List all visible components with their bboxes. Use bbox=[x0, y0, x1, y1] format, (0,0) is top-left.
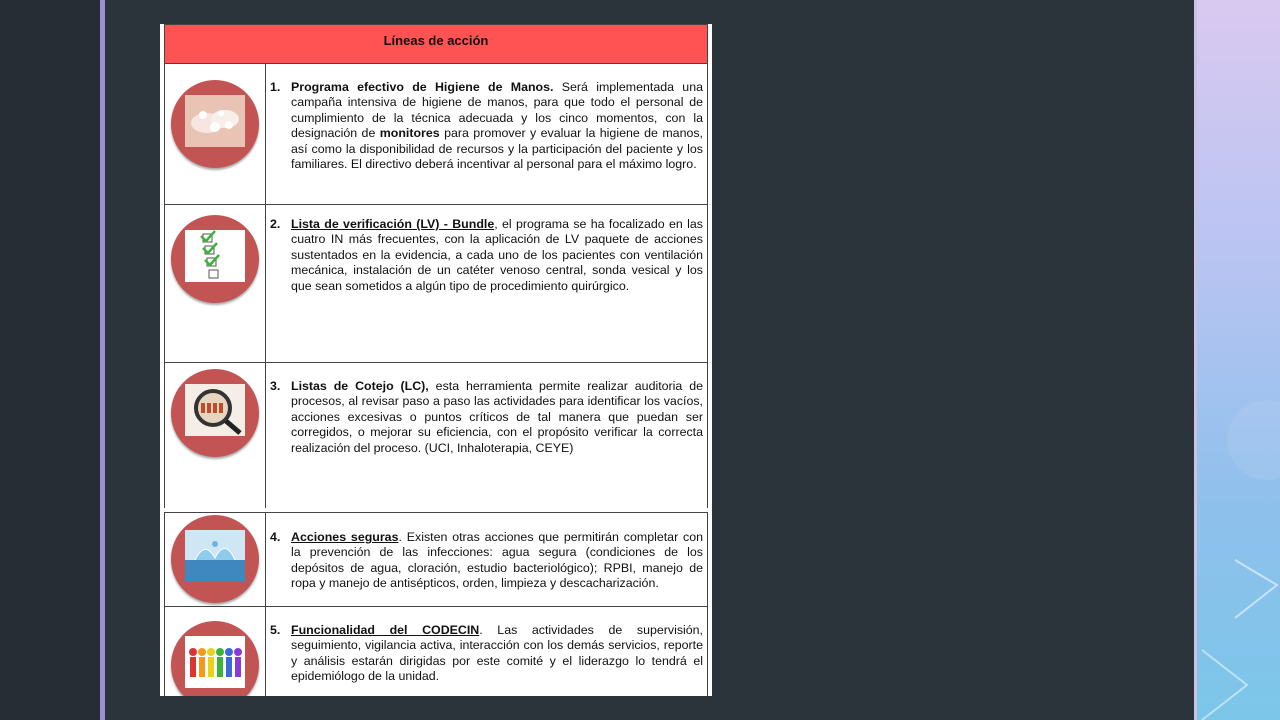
column-divider bbox=[265, 64, 266, 204]
item-number: 1. bbox=[270, 80, 281, 94]
action-text-2 bbox=[270, 217, 703, 294]
item-body-continued: para promover y evaluar la higiene de manos, así como la disponibilidad de recursos y la participación del paciente y los familiares. El directivo deberá incentivar al personal para el máximo logro. bbox=[291, 126, 703, 172]
item-body: . Las actividades de supervisión, seguimiento, vigilancia activa, interacción con los demás servicios, reporte y análisis estarán dirigidas por este comité y el liderazgo lo tendrá el epidemiólogo de la unidad. bbox=[291, 623, 703, 684]
water-splash-icon bbox=[171, 515, 259, 603]
table-header: Líneas de acción bbox=[164, 24, 708, 64]
item-number: 5. bbox=[270, 623, 281, 637]
chevron-decoration-icon bbox=[1197, 0, 1280, 720]
action-row-1 bbox=[164, 64, 708, 205]
item-body: esta herramienta permite realizar auditoria de procesos, al revisar paso a paso las actividades para identificar los vacíos, acciones excesivas o puntos críticos de tal manera que puedan ser corregidos, o mejorar su eficiencia, con el propósito verificar la correcta realización del proceso. (UCI, Inhaloterapia, CEYE) bbox=[291, 379, 704, 455]
column-divider bbox=[265, 363, 266, 508]
action-text-3 bbox=[270, 379, 704, 456]
checklist-icon bbox=[171, 215, 259, 303]
accent-vertical-line bbox=[100, 0, 105, 720]
item-body: , el programa se ha focalizado en las cuatro IN más frecuentes, con la aplicación de LV paquete de acciones sustentados en la evidencia, a cada uno de los pacientes con ventilación mecánica, instalación de un catéter venoso central, sonda vesical y los que sean sometidos a algún tipo de procedimiento quirúrgico. bbox=[291, 217, 703, 293]
left-dark-band bbox=[0, 0, 100, 720]
document-image bbox=[160, 24, 712, 696]
item-title: Programa efectivo de Higiene de Manos. bbox=[291, 80, 554, 94]
action-text-4 bbox=[270, 530, 704, 592]
column-divider bbox=[265, 513, 266, 606]
action-row-4 bbox=[164, 512, 708, 607]
item-number: 3. bbox=[270, 379, 281, 393]
item-bold-term: monitores bbox=[379, 126, 440, 141]
action-row-5 bbox=[164, 607, 708, 696]
team-people-icon bbox=[171, 621, 259, 696]
item-title: Acciones seguras bbox=[291, 530, 399, 544]
item-title: Listas de Cotejo (LC), bbox=[291, 379, 429, 393]
item-number: 2. bbox=[270, 217, 281, 231]
action-text-5 bbox=[270, 623, 703, 685]
item-title: Lista de verificación (LV) - Bundle bbox=[291, 217, 495, 231]
column-divider bbox=[265, 205, 266, 362]
item-number: 4. bbox=[270, 530, 281, 544]
action-row-3 bbox=[164, 363, 708, 508]
magnifier-icon bbox=[171, 369, 259, 457]
action-row-2 bbox=[164, 205, 708, 363]
handwashing-icon bbox=[171, 80, 259, 168]
item-body: Será implementada una campaña intensiva de higiene de manos, para que todo el personal de cumplimiento de la técnica adecuada y los cinco momentos, con la designación de bbox=[291, 80, 703, 141]
column-divider bbox=[265, 607, 266, 696]
action-text-1 bbox=[270, 80, 703, 172]
item-body: . Existen otras acciones que permitirán completar con la prevención de las infecciones: agua segura (condiciones de los depósitos de agua, cloración, estudio bacteriológico); RPBI, manejo de ropa y manejo de antisépticos, orden, limpieza y descacharización. bbox=[291, 530, 704, 591]
item-title: Funcionalidad del CODECIN bbox=[291, 623, 480, 637]
decorative-side-panel bbox=[1194, 0, 1280, 720]
